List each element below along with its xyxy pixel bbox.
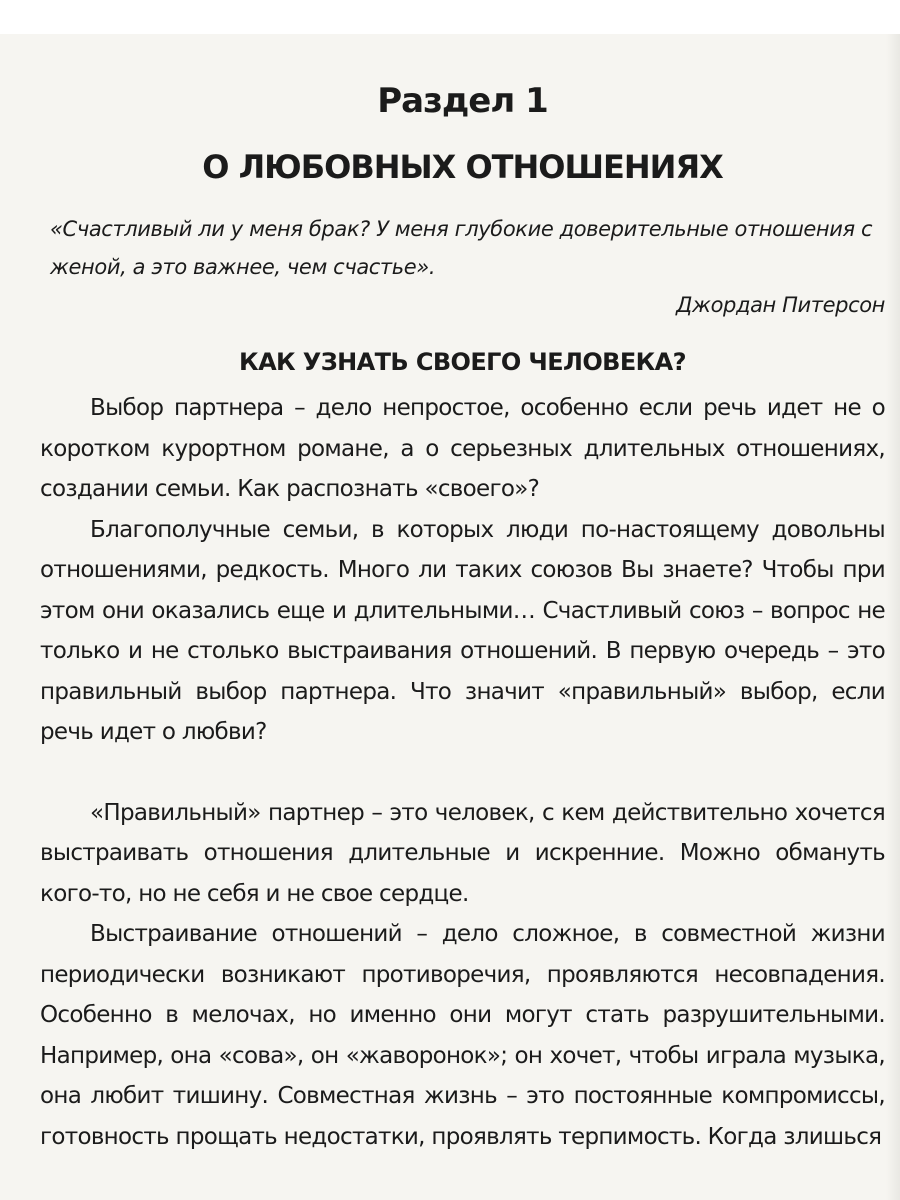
- paragraph: Выстраивание отношений – дело сложное, в совместной жизни периодически возникают противоречия, проявляются несовпадения. Особенно в мелочах, но именно они могут стать разрушительными. Например, она «сова», он «жаворонок»; он хочет, чтобы играла музыка, она любит тишину. Совместная жизнь – это постоянные компромиссы, готовность прощать недостатки, проявлять терпимость. Когда злишься: [40, 921, 885, 1150]
- section-title: О ЛЮБОВНЫХ ОТНОШЕНИЯХ: [202, 148, 723, 186]
- paragraph: Выбор партнера – дело непростое, особенно если речь идет не о коротком курортном романе, а о серьезных длительных отношениях, создании семьи. Как распознать «своего»?: [40, 395, 885, 502]
- page-edge-shadow: [886, 34, 900, 1200]
- epigraph-author: Джордан Питерсон: [676, 293, 885, 317]
- section-label: Раздел 1: [377, 81, 548, 121]
- paragraph-gap: [40, 753, 885, 793]
- page-content: [40, 70, 885, 1157]
- scan-top-margin: [0, 0, 900, 34]
- paragraph: Благополучные семьи, в которых люди по-настоящему довольны отношениями, редкость. Много ли таких союзов Вы знаете? Чтобы при этом они оказались еще и длительными… Счастливый союз – вопрос не только и не столько выстраивания отношений. В первую очередь – это правильный выбор партнера. Что значит «правильный» выбор, если речь идет о любви?: [40, 516, 885, 745]
- epigraph: [40, 210, 885, 324]
- paragraph: «Правильный» партнер – это человек, с кем действительно хочется выстраивать отношения длительные и искренние. Можно обмануть кого-то, но не себя и не свое сердце.: [40, 799, 885, 907]
- subheading: КАК УЗНАТЬ СВОЕГО ЧЕЛОВЕКА?: [239, 348, 686, 376]
- epigraph-quote: «Счастливый ли у меня брак? У меня глубокие доверительные отношения с женой, а это важнее, чем счастье».: [50, 217, 873, 279]
